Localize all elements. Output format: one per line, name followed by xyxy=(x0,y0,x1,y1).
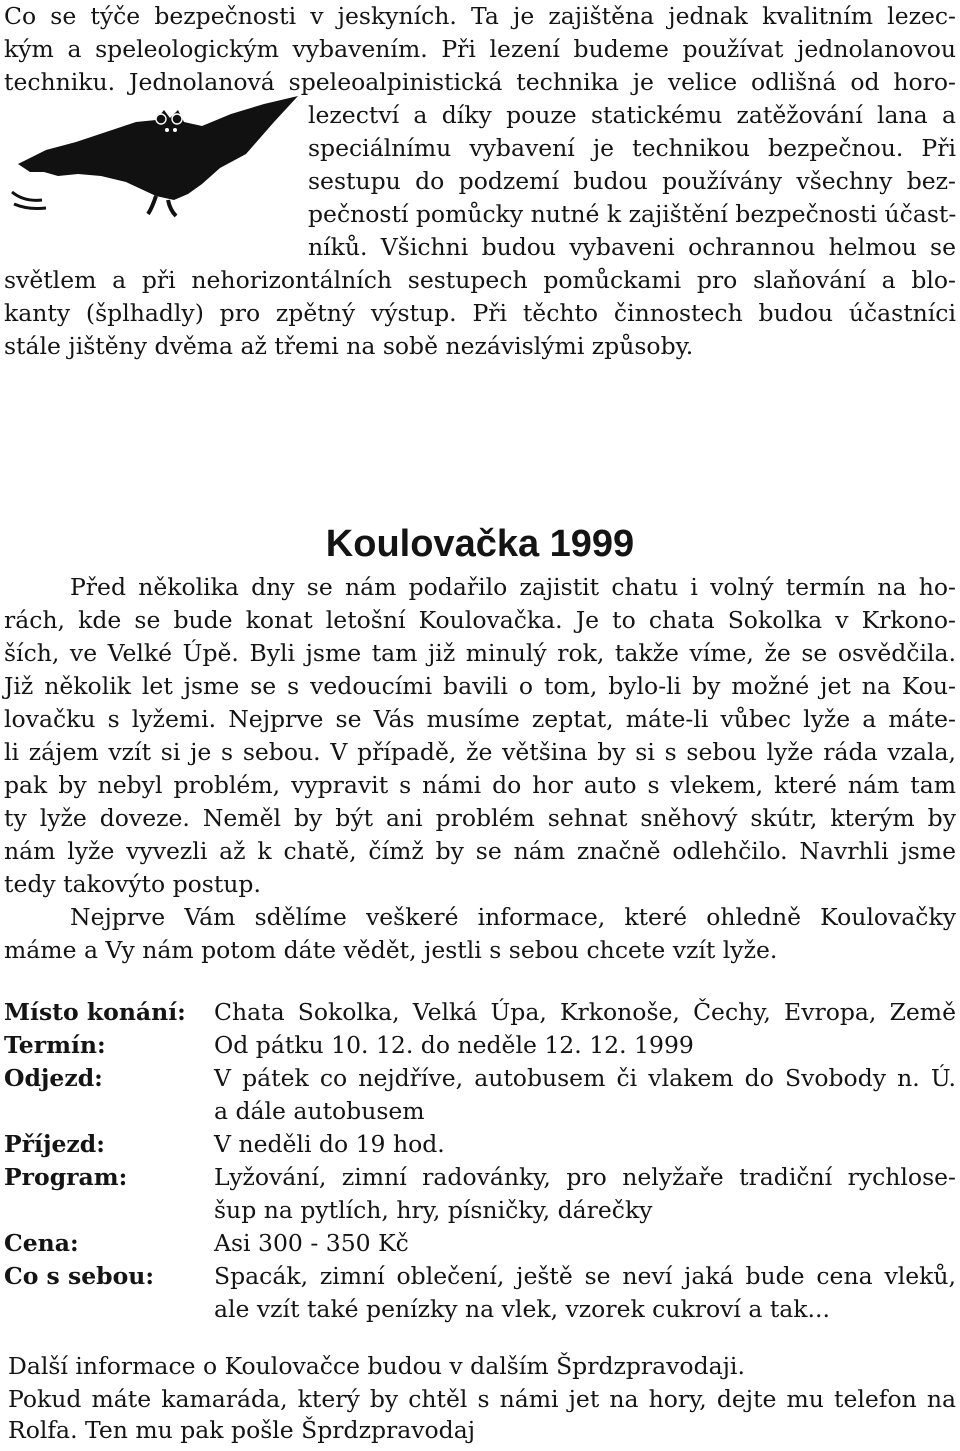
detail-value-misto: Chata Sokolka, Velká Úpa, Krkonoše, Čechy, Evropa, Země xyxy=(214,998,956,1026)
intro-line: speciálnímu vybavení je technikou bezpečnou. Při xyxy=(308,134,956,162)
detail-value-sebou: Spacák, zimní oblečení, ještě se neví jaká bude cena vleků, xyxy=(214,1262,956,1290)
article-line: nám lyže vyvezli až k chatě, čímž by se nám značně odlehčilo. Navrhli jsme xyxy=(4,837,956,865)
article-line: lovačku s lyžemi. Nejprve se Vás musíme zeptat, máte-li vůbec lyže a máte- xyxy=(4,705,956,733)
article-line: Nejprve Vám sdělíme veškeré informace, které ohledně Koulovačky xyxy=(70,903,956,931)
article-title: Koulovačka 1999 xyxy=(325,523,635,565)
article-line: tedy takovýto postup. xyxy=(4,870,261,898)
detail-label-misto: Místo konání: xyxy=(4,998,186,1026)
detail-label-cena: Cena: xyxy=(4,1229,79,1257)
detail-value-termin: Od pátku 10. 12. do neděle 12. 12. 1999 xyxy=(214,1031,694,1059)
intro-line: stále jištěny dvěma až třemi na sobě nezávislými způsoby. xyxy=(4,332,694,360)
article-line: li zájem vzít si je s sebou. V případě, že většina by si s sebou lyže ráda vzala, xyxy=(4,738,956,766)
intro-line: sestupu do podzemí budou používány všechny bez- xyxy=(308,167,956,195)
detail-value-sebou-2: ale vzít také penízky na vlek, vzorek cukroví a tak... xyxy=(214,1295,830,1323)
detail-value-prijezd: V neděli do 19 hod. xyxy=(214,1130,445,1158)
article-line: Před několika dny se nám podařilo zajistit chatu i volný termín na ho- xyxy=(70,573,956,601)
detail-label-sebou: Co s sebou: xyxy=(4,1262,155,1290)
article-line: ších, ve Velké Úpě. Byli jsme tam již minulý rok, takže víme, že se osvědčila. xyxy=(4,639,956,667)
article-line: pak by nebyl problém, vypravit s námi do hor auto s vlekem, které nám tam xyxy=(4,771,956,799)
detail-value-program: Lyžování, zimní radovánky, pro nelyžaře tradiční rychlose- xyxy=(214,1163,956,1191)
detail-label-odjezd: Odjezd: xyxy=(4,1064,103,1092)
detail-label-program: Program: xyxy=(4,1163,128,1191)
intro-line: světlem a při nehorizontálních sestupech pomůckami pro slaňování a blo- xyxy=(4,266,956,294)
article-line: máme a Vy nám potom dáte vědět, jestli s sebou chcete vzít lyže. xyxy=(4,936,778,964)
intro-line: níků. Všichni budou vybaveni ochrannou helmou se xyxy=(308,233,956,261)
article-line: rách, kde se bude konat letošní Koulovačka. Je to chata Sokolka v Krkono- xyxy=(4,606,956,634)
article-line: Již několik let jsme se s vedoucími bavili o tom, bylo-li by možné jet na Kou- xyxy=(4,672,956,700)
intro-line: Co se týče bezpečnosti v jeskyních. Ta je zajištěna jednak kvalitním lezec- xyxy=(4,2,956,30)
footer-line: Další informace o Koulovačce budou v dalším Šprdzpravodaji. xyxy=(8,1352,745,1380)
intro-line: pečností pomůcky nutné k zajištění bezpečnosti účast- xyxy=(308,200,957,228)
footer-line: Rolfa. Ten mu pak pošle Šprdzpravodaj xyxy=(8,1416,476,1444)
detail-value-odjezd-2: a dále autobusem xyxy=(214,1097,425,1125)
footer-line: Pokud máte kamaráda, který by chtěl s námi jet na hory, dejte mu telefon na xyxy=(8,1385,956,1413)
intro-line: techniku. Jednolanová speleoalpinistická technika je velice odlišná od horo- xyxy=(4,68,956,96)
detail-label-termin: Termín: xyxy=(4,1031,106,1059)
detail-value-odjezd: V pátek co nejdříve, autobusem či vlakem do Svobody n. Ú. xyxy=(214,1064,956,1092)
detail-value-program-2: šup na pytlích, hry, písničky, dárečky xyxy=(214,1196,653,1224)
bat-illustration xyxy=(6,92,306,222)
intro-line: kým a speleologickým vybavením. Při lezení budeme používat jednolanovou xyxy=(4,35,956,63)
detail-value-cena: Asi 300 - 350 Kč xyxy=(214,1229,409,1257)
detail-label-prijezd: Příjezd: xyxy=(4,1130,105,1158)
intro-line: kanty (šplhadly) pro zpětný výstup. Při těchto činnostech budou účastníci xyxy=(4,299,956,327)
article-line: ty lyže doveze. Neměl by být ani problém sehnat sněhový skútr, kterým by xyxy=(4,804,956,832)
intro-line: lezectví a díky pouze statickému zatěžování lana a xyxy=(308,101,956,129)
